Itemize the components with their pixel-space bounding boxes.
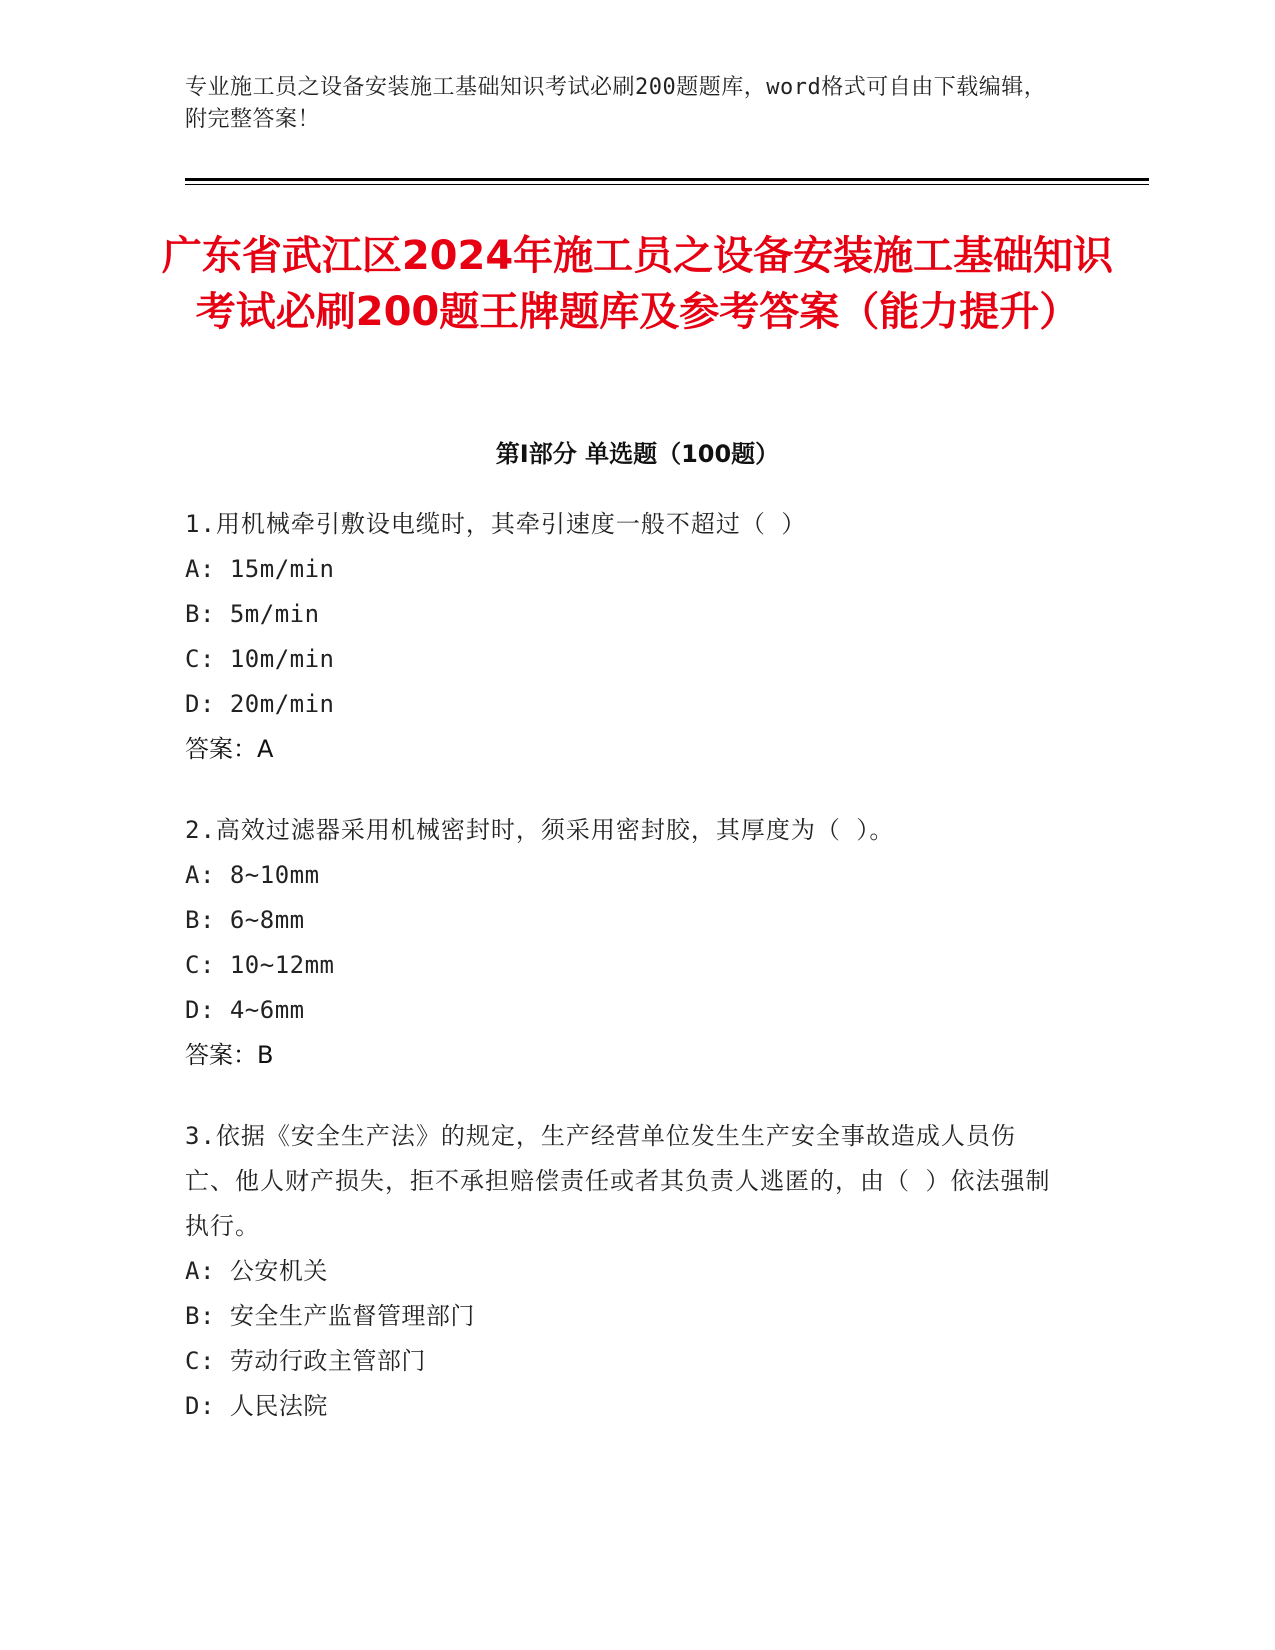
option-c: C: 劳动行政主管部门	[185, 1347, 426, 1375]
question-1	[185, 502, 1065, 772]
question-3	[185, 1114, 1065, 1429]
header-rule-thin	[185, 184, 1149, 185]
option-d: D: 人民法院	[185, 1392, 328, 1420]
document-title: 广东省武江区2024年施工员之设备安装施工基础知识考试必刷200题王牌题库及参考答案（能力提升）	[161, 233, 1114, 335]
option-a: A: 8~10mm	[185, 861, 320, 889]
answer: 答案：A	[185, 735, 274, 763]
question-2	[185, 808, 1065, 1078]
question-stem: 1.用机械牵引敷设电缆时，其牵引速度一般不超过（ ）	[185, 510, 807, 538]
section-title: 第Ⅰ部分 单选题（100题）	[495, 440, 780, 468]
question-stem: 3.依据《安全生产法》的规定，生产经营单位发生生产安全事故造成人员伤亡、他人财产损失，拒不承担赔偿责任或者其负责人逃匿的，由（ ）依法强制执行。	[185, 1122, 1051, 1240]
option-a: A: 15m/min	[185, 555, 335, 583]
option-d: D: 4~6mm	[185, 996, 305, 1024]
option-c: C: 10~12mm	[185, 951, 335, 979]
option-b: B: 5m/min	[185, 600, 320, 628]
question-stem: 2.高效过滤器采用机械密封时，须采用密封胶，其厚度为（ ）。	[185, 816, 895, 844]
option-b: B: 安全生产监督管理部门	[185, 1302, 475, 1330]
header-note: 专业施工员之设备安装施工基础知识考试必刷200题题库，word格式可自由下载编辑，附完整答案！	[185, 75, 1047, 132]
header-rule-thick	[185, 178, 1149, 181]
answer: 答案：B	[185, 1041, 274, 1069]
option-a: A: 公安机关	[185, 1257, 328, 1285]
option-d: D: 20m/min	[185, 690, 335, 718]
option-c: C: 10m/min	[185, 645, 335, 673]
option-b: B: 6~8mm	[185, 906, 305, 934]
